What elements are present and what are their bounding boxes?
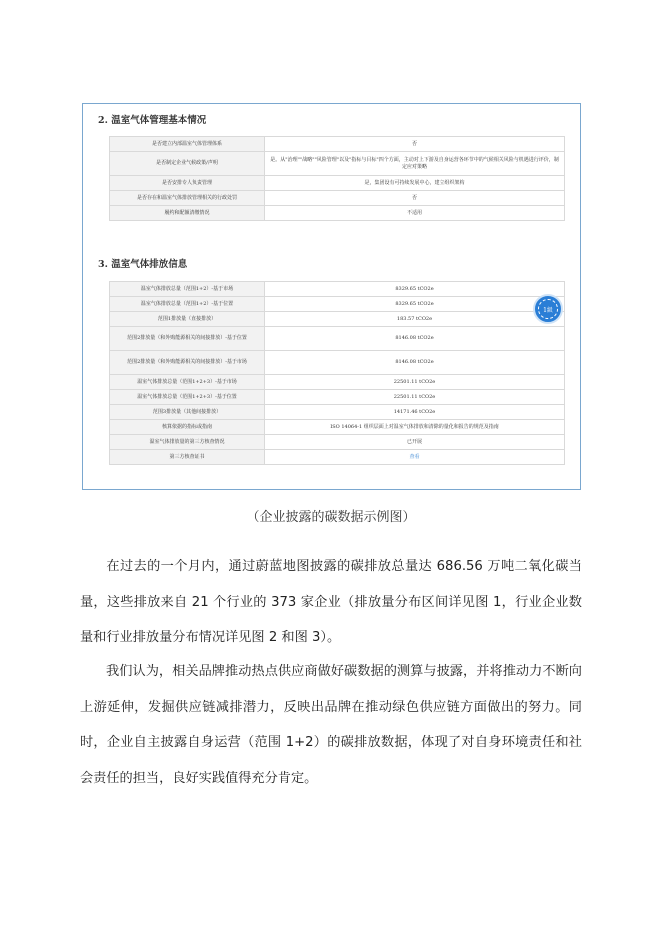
table-row [110, 351, 565, 375]
table-row [110, 312, 565, 327]
row-label: 是否制定企业气候政策/声明 [110, 152, 265, 176]
row-label: 是否存在和温室气体排放管理相关的行政处罚 [110, 191, 265, 206]
row-value: 8146.08 tCO2e [265, 351, 565, 375]
ghg-management-table [109, 136, 565, 221]
table-row [110, 297, 565, 312]
row-label: 是否安排专人负责管理 [110, 176, 265, 191]
table-row [110, 282, 565, 297]
row-value: 是，集团设有可持续发展中心，建立组织架构 [265, 176, 565, 191]
section-2-title: 2. 温室气体管理基本情况 [98, 115, 207, 126]
view-certificate-link[interactable]: 查看 [265, 450, 565, 465]
embedded-screenshot [82, 103, 581, 490]
table-row [110, 327, 565, 351]
row-value: 否 [265, 137, 565, 152]
row-value: 8329.65 tCO2e [265, 297, 565, 312]
row-label: 第三方核查证书 [110, 450, 265, 465]
row-value: 14171.46 tCO2e [265, 405, 565, 420]
table-row [110, 152, 565, 176]
table-row [110, 375, 565, 390]
section-3-title: 3. 温室气体排放信息 [98, 259, 188, 270]
row-label: 温室气体排放总量（范围1+2+3）-基于位置 [110, 390, 265, 405]
row-value: 已开展 [265, 435, 565, 450]
row-label: 是否建立内部温室气体管理体系 [110, 137, 265, 152]
table-row [110, 176, 565, 191]
row-label: 范围2排放量（和外购能源相关的间接排放）-基于位置 [110, 327, 265, 351]
row-value: 不适用 [265, 206, 565, 221]
table-row [110, 191, 565, 206]
row-value: 8329.65 tCO2e [265, 282, 565, 297]
table-row [110, 435, 565, 450]
row-value: 22501.11 tCO2e [265, 375, 565, 390]
table-row [110, 405, 565, 420]
row-value: 8146.08 tCO2e [265, 327, 565, 351]
level-badge [533, 294, 563, 324]
badge-label: 1級 [538, 299, 558, 319]
row-label: 履约和配额清缴情况 [110, 206, 265, 221]
paragraph-1-text: 在过去的一个月内，通过蔚蓝地图披露的碳排放总量达 686.56 万吨二氧化碳当量，这些排放来自 21 个行业的 373 家企业（排放量分布区间详见图 1，行业企业数量和行业排放量分布情况详见图 2 和图 3）。 [80, 559, 582, 645]
row-value: ISO 14064-1 组织层面上对温室气体排放和清除的量化和报告的规范及指南 [265, 420, 565, 435]
row-value: 22501.11 tCO2e [265, 390, 565, 405]
row-label: 范围1排放量（直接排放） [110, 312, 265, 327]
row-label: 温室气体排放量的第三方核查情况 [110, 435, 265, 450]
table-row [110, 420, 565, 435]
table-row [110, 390, 565, 405]
row-value: 否 [265, 191, 565, 206]
paragraph-2-text: 我们认为，相关品牌推动热点供应商做好碳数据的测算与披露，并将推动力不断向上游延伸，发掘供应链减排潜力，反映出品牌在推动绿色供应链方面做出的努力。同时，企业自主披露自身运营（范围 1+2）的碳排放数据，体现了对自身环境责任和社会责任的担当，良好实践值得充分肯定。 [80, 664, 582, 786]
table-row [110, 206, 565, 221]
paragraph-2 [80, 654, 582, 796]
row-value: 是。从"治理""战略""风险管理"以及"指标与目标"四个方面，主动对上下游及自身运营各环节中的气候相关风险与机遇进行评价，制定应对策略 [265, 152, 565, 176]
paragraph-1 [80, 549, 582, 656]
row-value: 183.57 tCO2e [265, 312, 565, 327]
table-row [110, 137, 565, 152]
row-label: 范围3排放量（其他间接排放） [110, 405, 265, 420]
row-label: 温室气体排放总量（范围1+2+3）-基于市场 [110, 375, 265, 390]
figure-caption: （企业披露的碳数据示例图） [246, 510, 416, 525]
row-label: 温室气体排放总量（范围1+2）-基于市场 [110, 282, 265, 297]
row-label: 温室气体排放总量（范围1+2）-基于位置 [110, 297, 265, 312]
table-row [110, 450, 565, 465]
row-label: 范围2排放量（和外购能源相关的间接排放）-基于市场 [110, 351, 265, 375]
ghg-emission-table [109, 281, 565, 465]
row-label: 核算依据的指标或指南 [110, 420, 265, 435]
